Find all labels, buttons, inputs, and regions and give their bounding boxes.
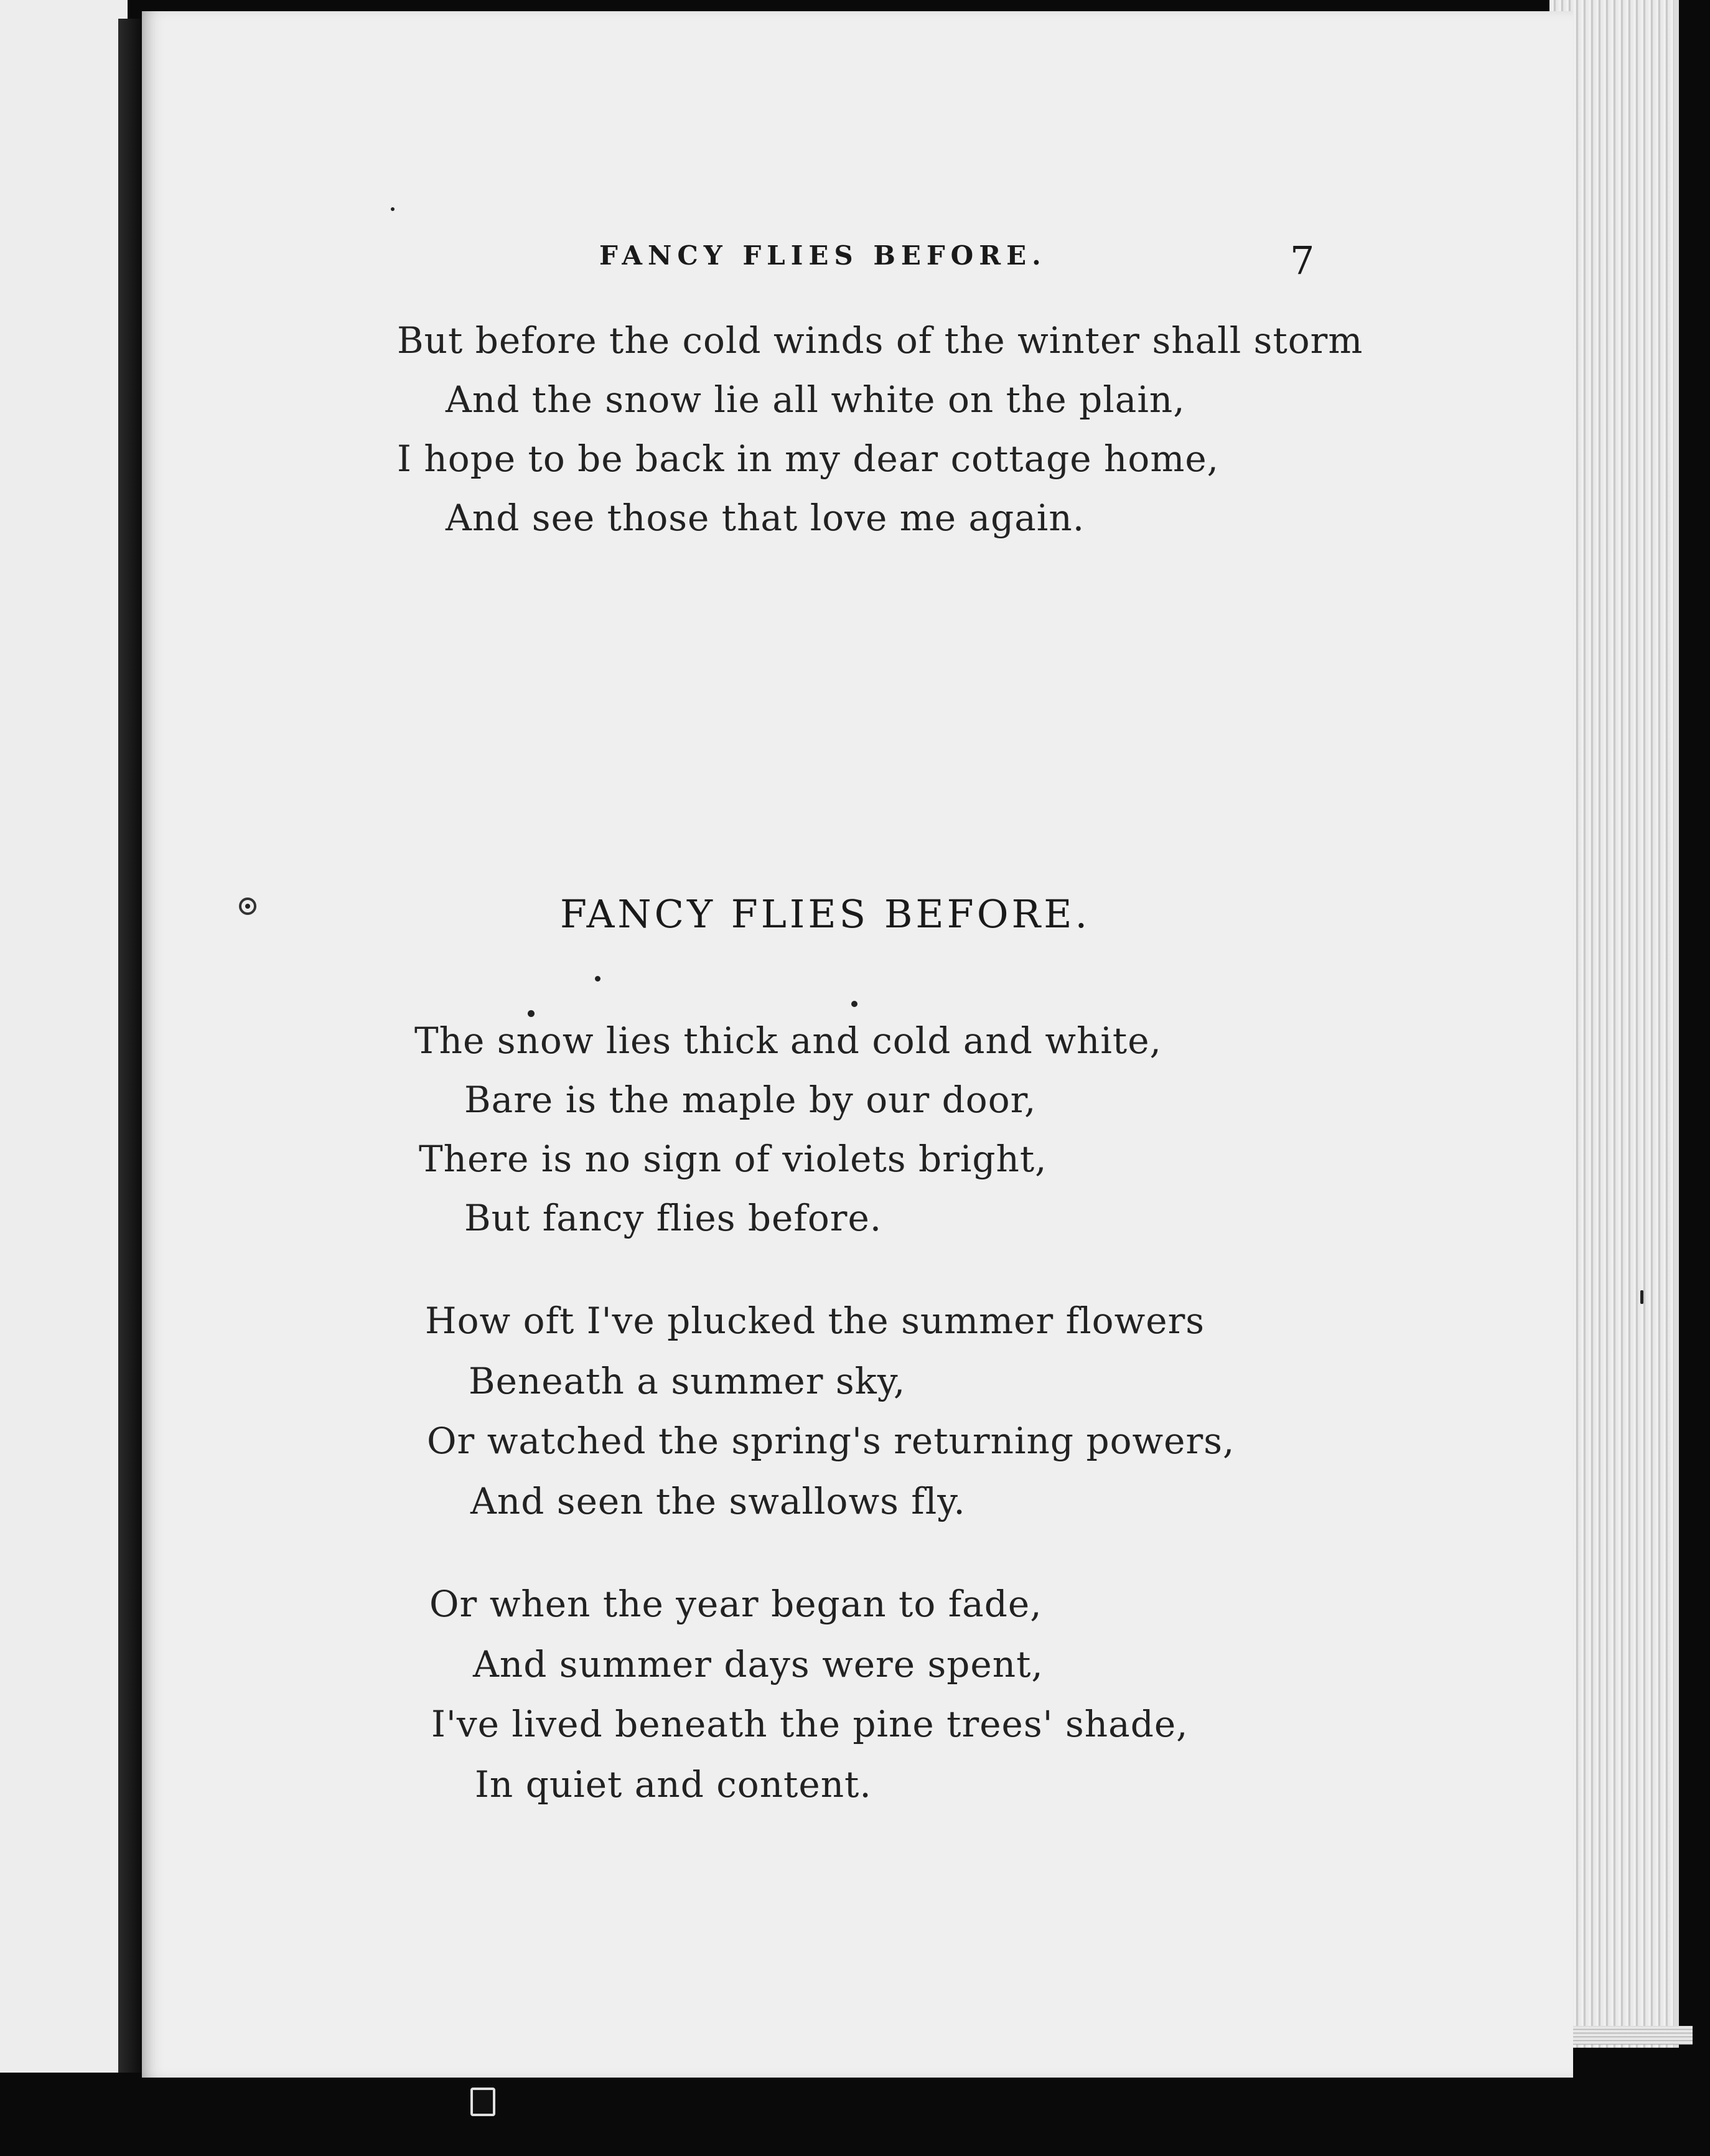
book-gutter — [118, 19, 143, 2073]
verse-line: Or watched the spring's returning powers, — [427, 1420, 1235, 1462]
verse-line: And seen the swallows fly. — [470, 1480, 966, 1522]
verse-line: How oft I've plucked the summer flowers — [425, 1300, 1205, 1342]
ink-speck — [851, 1001, 857, 1007]
verse-line: In quiet and content. — [475, 1763, 872, 1806]
page-block-bottom-edge — [1568, 2026, 1693, 2045]
verse-line: There is no sign of violets bright, — [419, 1138, 1047, 1180]
ink-speck — [391, 207, 395, 211]
verse-line: And summer days were spent, — [473, 1643, 1044, 1685]
poem-title: FANCY FLIES BEFORE. — [560, 891, 1091, 937]
verse-line: But before the cold winds of the winter shall storm — [397, 319, 1363, 362]
verse-line: But fancy flies before. — [464, 1197, 882, 1239]
verse-line: And see those that love me again. — [446, 497, 1085, 539]
verse-line: Beneath a summer sky, — [469, 1360, 906, 1402]
page-number: 7 — [1290, 238, 1315, 283]
margin-circle-mark — [239, 898, 256, 915]
verse-line: And the snow lie all white on the plain, — [446, 378, 1185, 421]
verse-line: I hope to be back in my dear cottage home, — [397, 438, 1220, 480]
ink-speck — [528, 1010, 535, 1017]
previous-page-edge — [0, 0, 128, 2073]
ink-speck — [595, 976, 600, 982]
ink-speck — [1640, 1290, 1643, 1304]
verse-line: Bare is the maple by our door, — [464, 1079, 1037, 1121]
verse-line: The snow lies thick and cold and white, — [414, 1019, 1162, 1062]
verse-line: Or when the year began to fade, — [429, 1583, 1042, 1625]
book-page — [142, 11, 1573, 2078]
verse-line: I've lived beneath the pine trees' shade, — [431, 1703, 1189, 1745]
running-head: FANCY FLIES BEFORE. — [599, 240, 1047, 271]
scan-clip-mark — [470, 2088, 495, 2116]
